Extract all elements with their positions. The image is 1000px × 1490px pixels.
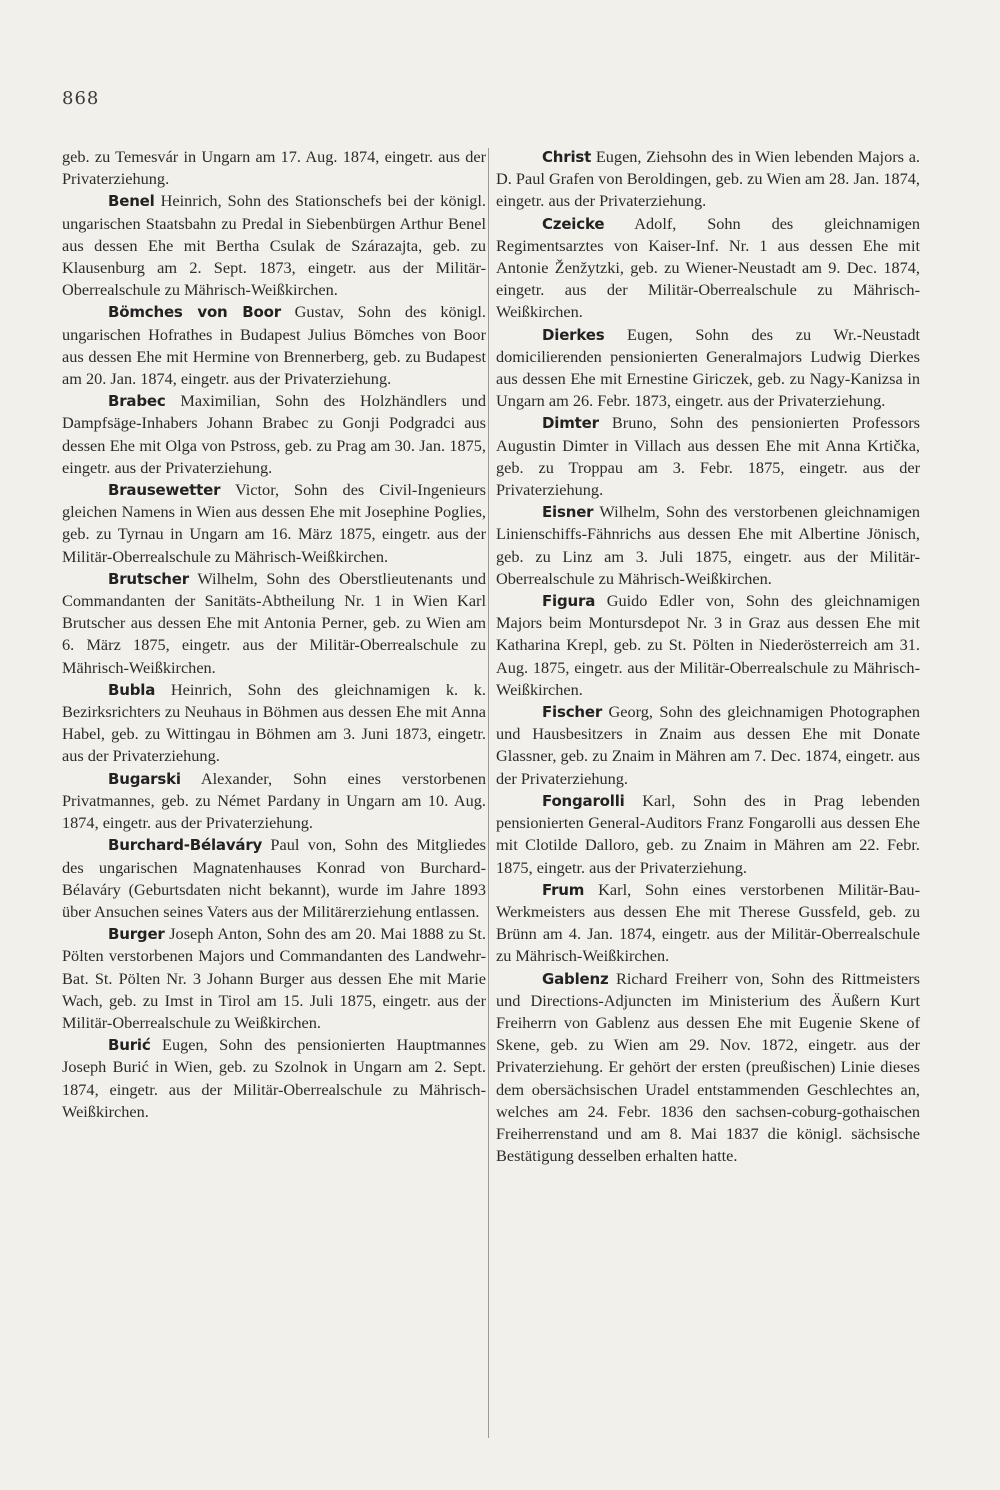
entry xyxy=(496,324,920,413)
entry xyxy=(62,768,486,835)
entry-name: Brausewetter xyxy=(108,481,221,500)
entry-text: Victor, Sohn des Civil-Ingenieurs gleichen Namens in Wien aus dessen Ehe mit Josephine Poglies, geb. zu Tyrnau in Ungarn am 16. März 1875, eingetr. aus der Militär-Oberrealschule zu Mährisch-Weißkirchen. xyxy=(62,480,486,566)
entry-name: Frum xyxy=(542,880,585,899)
page-number: 868 xyxy=(62,88,100,109)
entry xyxy=(496,790,920,879)
entry-name: Burchard-Bélaváry xyxy=(108,836,263,855)
entry xyxy=(496,590,920,701)
entry-text: Guido Edler von, Sohn des gleichnamigen Majors beim Montursdepot Nr. 3 in Graz aus dessen Ehe mit Katharina Krepl, geb. zu St. Pölten in Niederösterreich am 31. Aug. 1875, eingetr. aus der Militär-Oberrealschule zu Mährisch-Weißkirchen. xyxy=(496,591,920,699)
entry xyxy=(62,679,486,768)
entry xyxy=(496,213,920,324)
entry-text: Eugen, Sohn des pensionierten Hauptmannes Joseph Burić in Wien, geb. zu Szolnok in Ungarn am 2. Sept. 1874, eingetr. aus der Militär-Oberrealschule zu Mährisch-Weißkirchen. xyxy=(62,1035,486,1121)
entry-name: Bömches von Boor xyxy=(108,303,281,322)
entry xyxy=(62,146,486,190)
entry-text: Richard Freiherr von, Sohn des Rittmeisters und Directions-Adjuncten im Ministerium des Äußern Kurt Freiherrn von Gablenz aus dessen Ehe mit Eugenie Skene of Skene, geb. zu Wien am 29. Nov. 1872, eingetr. aus der Privaterziehung. Er gehört der ersten (preußischen) Linie dieses dem obersächsischen Uradel entstammenden Geschlechtes an, welches am 24. Febr. 1836 den sachsen-coburg-gothaischen Freiherrenstand und am 8. Mai 1837 die königl. sächsische Bestätigung desselben erhalten hatte. xyxy=(496,968,920,1166)
entry-name: Benel xyxy=(108,192,155,211)
entry-text: Bruno, Sohn des pensionierten Professors Augustin Dimter in Villach aus dessen Ehe mit Anna Krtička, geb. zu Troppau am 3. Febr. 1875, eingetr. aus der Privaterziehung. xyxy=(496,413,920,500)
entry-name: Bugarski xyxy=(108,769,181,788)
entry xyxy=(496,412,920,501)
entry xyxy=(496,968,920,1168)
entry-name: Dimter xyxy=(542,414,599,433)
entry xyxy=(496,501,920,590)
entry-name: Gablenz xyxy=(542,969,609,988)
entry-text: Maximilian, Sohn des Holzhändlers und Dampfsäge-Inhabers Johann Brabec zu Gonji Podgradci aus dessen Ehe mit Olga von Pstross, geb. zu Prag am 30. Jan. 1875, eingetr. aus der Privaterziehung. xyxy=(62,391,486,477)
entry xyxy=(62,301,486,390)
entry-text: Eugen, Sohn des zu Wr.-Neustadt domicilierenden pensionierten Generalmajors Ludwig Dierkes aus dessen Ehe mit Ernestine Giriczek, geb. zu Nagy-Kanizsa in Ungarn am 26. Febr. 1873, eingetr. aus der Privaterziehung. xyxy=(496,324,920,411)
entry-name: Czeicke xyxy=(542,214,605,233)
entry-text: Wilhelm, Sohn des verstorbenen gleichnamigen Linienschiffs-Fähnrichs aus dessen Ehe mit Albertine Jönisch, geb. zu Linz am 3. Juli 1875, eingetr. aus der Militär-Oberrealschule zu Mährisch-Weißkirchen. xyxy=(496,502,920,588)
entry-text: Wilhelm, Sohn des Oberstlieutenants und Commandanten der Sanitäts-Abtheilung Nr. 1 in Wien Karl Brutscher aus dessen Ehe mit Antonia Perner, geb. zu Wien am 6. März 1875, eingetr. aus der Militär-Oberrealschule zu Mährisch-Weißkirchen. xyxy=(62,568,486,677)
entry-text: Adolf, Sohn des gleichnamigen Regimentsarztes von Kaiser-Inf. Nr. 1 aus dessen Ehe mit Antonie Ženžytzki, geb. zu Wiener-Neustadt am 9. Dec. 1874, eingetr. aus der Militär-Oberrealschule zu Mährisch-Weißkirchen. xyxy=(496,213,920,322)
entry-text: Alexander, Sohn eines verstorbenen Privatmannes, geb. zu Német Pardany in Ungarn am 10. Aug. 1874, eingetr. aus der Privaterziehung. xyxy=(62,768,486,833)
entry-text: Karl, Sohn eines verstorbenen Militär-Bau-Werkmeisters aus dessen Ehe mit Therese Gussfeld, geb. zu Brünn am 4. Jan. 1874, eingetr. aus der Militär-Oberrealschule zu Mährisch-Weißkirchen. xyxy=(496,879,920,966)
entry-name: Brutscher xyxy=(108,569,189,588)
entry-name: Eisner xyxy=(542,503,594,522)
entry xyxy=(62,190,486,301)
entry-name: Fischer xyxy=(542,703,603,722)
entry xyxy=(62,834,486,923)
entry-text: geb. zu Temesvár in Ungarn am 17. Aug. 1874, eingetr. aus der Privaterziehung. xyxy=(62,147,486,189)
entry-text: Karl, Sohn des in Prag lebenden pensionierten General-Auditors Franz Fongarolli aus dessen Ehe mit Clotilde Dalloro, geb. zu Znaim in Mähren am 22. Febr. 1875, eingetr. aus der Privaterziehung. xyxy=(496,790,920,877)
entry xyxy=(62,390,486,479)
entry-text: Heinrich, Sohn des gleichnamigen k. k. Bezirksrichters zu Neuhaus in Böhmen aus dessen Ehe mit Anna Habel, geb. zu Wittingau in Böhmen am 3. Juni 1873, eingetr. aus der Privaterziehung. xyxy=(62,679,486,766)
entry-text: Joseph Anton, Sohn des am 20. Mai 1888 zu St. Pölten verstorbenen Majors und Commandanten des Landwehr-Bat. St. Pölten Nr. 3 Johann Burger aus dessen Ehe mit Marie Wach, geb. zu Imst in Tirol am 15. Juli 1875, eingetr. aus der Militär-Oberrealschule zu Weißkirchen. xyxy=(62,924,486,1032)
entry xyxy=(496,879,920,968)
entry-text: Eugen, Ziehsohn des in Wien lebenden Majors a. D. Paul Grafen von Beroldingen, geb. zu Wien am 28. Jan. 1874, eingetr. aus der Privaterziehung. xyxy=(496,147,920,211)
entry xyxy=(62,1034,486,1123)
entry xyxy=(496,146,920,213)
entry-text: Heinrich, Sohn des Stationschefs bei der königl. ungarischen Staatsbahn zu Predal in Siebenbürgen Arthur Benel aus dessen Ehe mit Bertha Csulak de Szárazajta, geb. zu Klausenburg am 2. Sept. 1873, eingetr. aus der Militär-Oberrealschule zu Mährisch-Weißkirchen. xyxy=(62,191,486,300)
entry xyxy=(496,701,920,790)
right-column xyxy=(496,146,920,1167)
entry-text: Georg, Sohn des gleichnamigen Photographen und Hausbesitzers in Znaim aus dessen Ehe mit Donate Glassner, geb. zu Znaim in Mähren am 7. Dec. 1874, eingetr. aus der Privaterziehung. xyxy=(496,702,920,788)
entry-name: Figura xyxy=(542,592,596,611)
entry-name: Brabec xyxy=(108,392,166,411)
entry-name: Bubla xyxy=(108,680,156,699)
entry xyxy=(62,479,486,568)
entry-name: Fongarolli xyxy=(542,791,625,810)
column-divider xyxy=(488,148,489,1438)
entry xyxy=(62,568,486,679)
entry-name: Christ xyxy=(542,148,592,166)
entry-text: Paul von, Sohn des Mitgliedes des ungarischen Magnatenhauses Konrad von Burchard-Bélaváry (Geburtsdaten nicht bekannt), wurde im Jahre 1893 über Ansuchen seines Vaters aus der Militärerziehung entlassen. xyxy=(62,835,486,921)
entry-name: Burger xyxy=(108,925,165,944)
entry xyxy=(62,923,486,1034)
entry-text: Gustav, Sohn des königl. ungarischen Hofrathes in Budapest Julius Bömches von Boor aus dessen Ehe mit Hermine von Brennerberg, geb. zu Budapest am 20. Jan. 1874, eingetr. aus der Privaterziehung. xyxy=(62,302,486,389)
left-column xyxy=(62,146,486,1123)
entry-name: Burić xyxy=(108,1036,151,1055)
entry-name: Dierkes xyxy=(542,325,605,344)
